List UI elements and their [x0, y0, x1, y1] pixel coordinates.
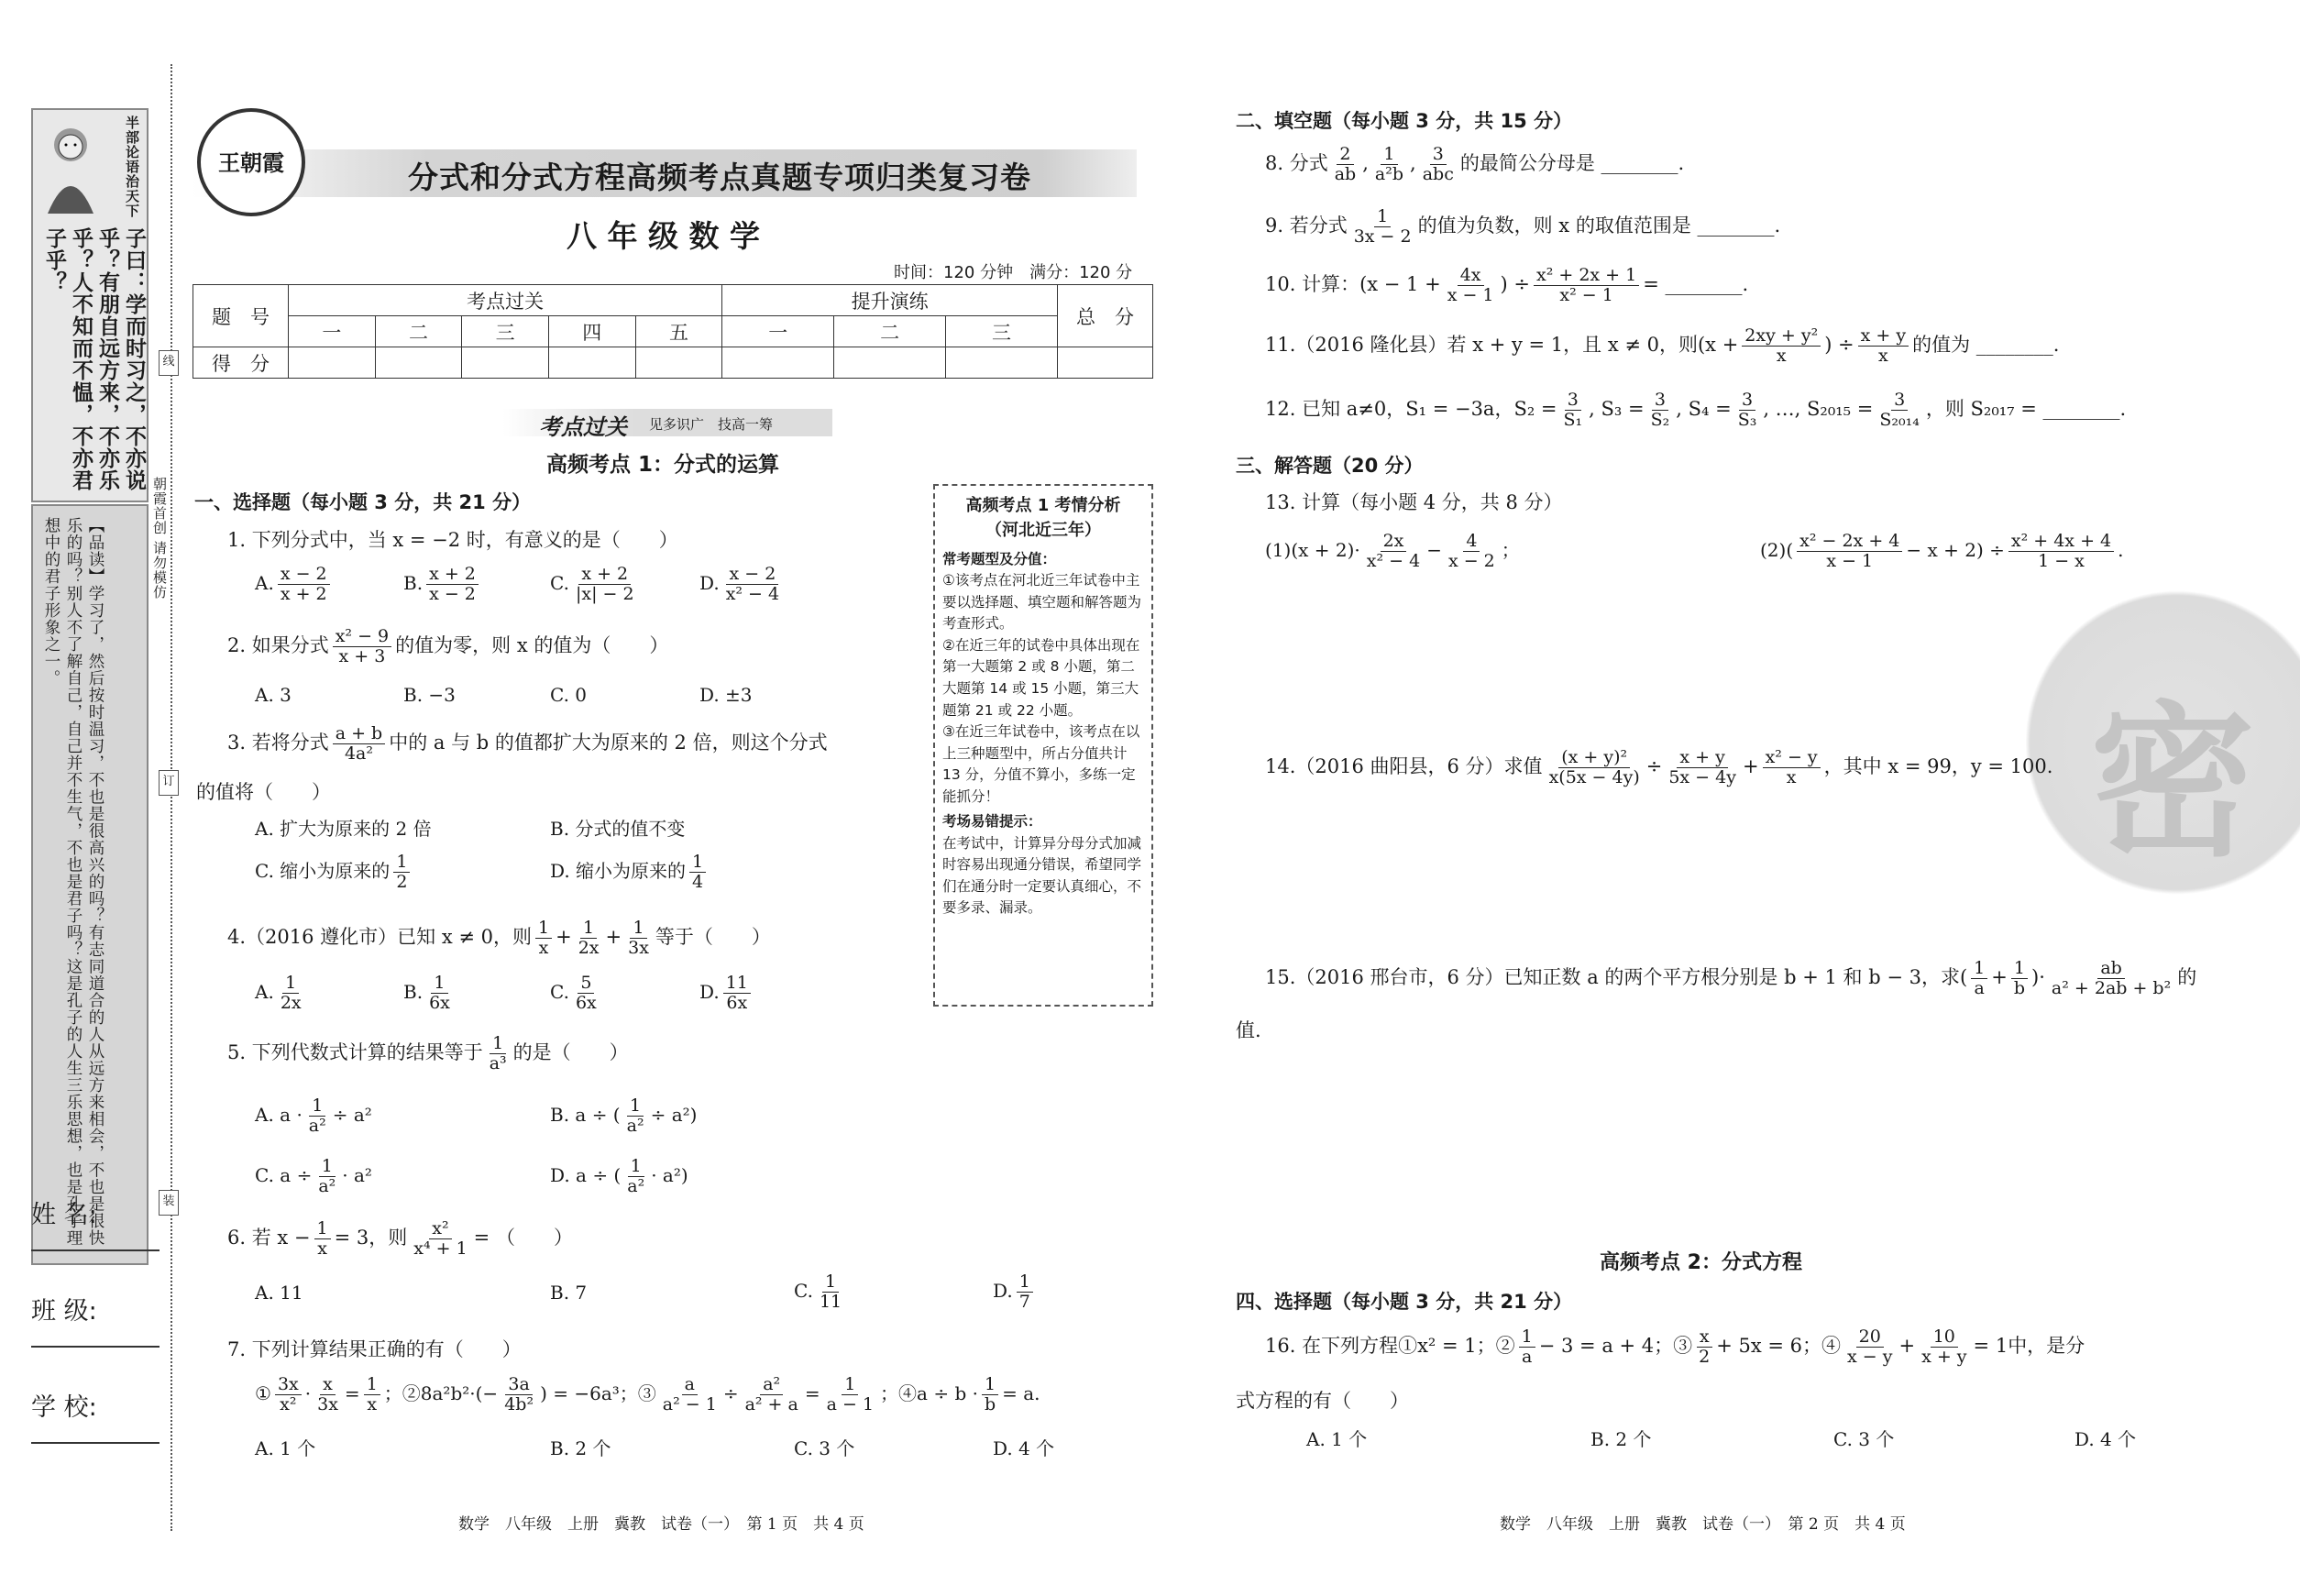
score-cell[interactable] [635, 347, 722, 379]
group-tisheng: 提升演练 [722, 285, 1058, 316]
total-cell[interactable] [1058, 347, 1153, 379]
confucius-figure [39, 117, 103, 218]
q7-expr: ① $\frac{3x}{\text{x²}}$ · $\frac{x}{3x}$ = $\frac{1}{x}$ ；②8a²b²·(− $\frac{3a}{\text{4b²}}$ ) = −6a³；③ $\frac{a}{\text{a² − 1}}$ ÷ $\frac{\text{a²}}{\text{a² + a}}$ = $\frac{1}{a - 1}$ ；④a ÷ b · $\frac{1}{b}$ = a. [255, 1374, 1040, 1414]
name-field[interactable]: 姓 名: [31, 1194, 160, 1230]
side-note: 朝霞首创 请勿模仿 [151, 477, 168, 600]
q7: 7. 下列计算结果正确的有（ ） [227, 1338, 522, 1360]
quote-panel [31, 108, 149, 502]
s1-title: 一、选择题（每小题 3 分，共 21 分） [194, 491, 532, 513]
q8: 8. 分式 $\frac{2}{ab}$ , $\frac{1}{\text{a²b}}$ , $\frac{3}{\text{abc}}$ 的最简公分母是 ________. [1265, 144, 1685, 184]
footer-right: 数学 八年级 上册 冀教 试卷（一） 第 2 页 共 4 页 [1500, 1515, 1906, 1534]
col-g1-1: 一 [289, 316, 376, 347]
s2-title: 二、填空题（每小题 3 分，共 15 分） [1236, 110, 1573, 132]
score-cell[interactable] [722, 347, 834, 379]
q13-part2: (2)( $\frac{\text{x² − 2x + 4}}{x - 1}$ − x + 2) ÷ $\frac{\text{x² + 4x + 4}}{1 - x}$ . [1760, 531, 2124, 571]
confucius-quote: 子曰：学而时习之，不亦说乎？有朋自远方来，不亦乐乎？人不知而不愠，不亦君子乎？ [42, 227, 146, 491]
q4: 4.（2016 遵化市）已知 x ≠ 0，则 $\frac{1}{x}$ + $\frac{1}{2x}$ + $\frac{1}{3x}$ 等于（ ） [227, 918, 771, 958]
q3-options: A. 扩大为原来的 2 倍 B. 分式的值不变 C. 缩小为原来的 $\frac{1}{2}$ D. 缩小为原来的 $\frac{1}{4}$ [255, 814, 915, 915]
watermark-seal: 密 [2026, 550, 2300, 935]
q13: 13. 计算（每小题 4 分，共 8 分） [1265, 491, 1563, 513]
sidebar [31, 108, 149, 1502]
class-field[interactable]: 班 级: [31, 1291, 160, 1326]
score-cell[interactable] [462, 347, 549, 379]
q5-options: A. a · $\frac{1}{\text{a²}}$ ÷ a² B. a ÷ ( $\frac{1}{\text{a²}}$ ÷ a²) C. a ÷ $\frac{1}{\text{a²}}$ · a² D. a ÷ ( $\frac{1}{\text{a²}}$ · a²) [255, 1095, 698, 1196]
binding-tab-bind: 装 [159, 1190, 179, 1216]
school-field[interactable]: 学 校: [31, 1387, 160, 1423]
footer-left: 数学 八年级 上册 冀教 试卷（一） 第 1 页 共 4 页 [458, 1515, 864, 1534]
binding-tab-line: 线 [159, 350, 179, 376]
score-cell[interactable] [289, 347, 376, 379]
q12: 12. 已知 a≠0，S₁ = −3a，S₂ = $\frac{3}{\text{S₁}}$ , S₃ = $\frac{3}{\text{S₂}}$ , S₄ = $\frac{3}{\text{S₃}}$ , …, S₂₀₁₅ = $\frac{3}{\text{S₂₀₁₄}}$ ，则 S₂₀₁₇ = ________. [1265, 390, 2127, 430]
kp2-title: 高频考点 2：分式方程 [1600, 1251, 1802, 1274]
s3-title: 三、解答题（20 分） [1236, 455, 1424, 477]
score-cell[interactable] [834, 347, 946, 379]
brand-logo: 王朝霞 [197, 108, 305, 216]
row-label: 得 分 [193, 347, 289, 379]
q5: 5. 下列代数式计算的结果等于 $\frac{1}{\text{a³}}$ 的是（ ） [227, 1033, 629, 1073]
score-cell[interactable] [375, 347, 462, 379]
col-g1-3: 三 [462, 316, 549, 347]
col-g2-1: 一 [722, 316, 834, 347]
group-kaodian: 考点过关 [289, 285, 722, 316]
col-label: 题 号 [193, 285, 289, 347]
col-g2-3: 三 [946, 316, 1058, 347]
reading-panel [31, 504, 149, 1265]
kp1-title: 高频考点 1：分式的运算 [546, 453, 780, 477]
q13-part1: (1)(x + 2)· $\frac{2x}{\text{x² − 4}}$ − $\frac{4}{x - 2}$ ； [1265, 531, 1520, 571]
motto-top: 半部论语治天下 [124, 116, 140, 218]
q10: 10. 计算：(x − 1 + $\frac{4x}{x - 1}$ ) ÷ $\frac{\text{x² + 2x + 1}}{\text{x² − 1}}$ = ________. [1265, 265, 1749, 305]
score-cell[interactable] [946, 347, 1058, 379]
time-score: 时间：120 分钟 满分：120 分 [894, 263, 1133, 282]
subject-title: 八 年 级 数 学 [567, 218, 760, 254]
q3-cont: 的值将（ ） [196, 781, 331, 803]
section-banner: 考点过关 见多识广 技高一筹 [502, 409, 832, 436]
col-g1-5: 五 [635, 316, 722, 347]
total-label: 总 分 [1058, 285, 1153, 347]
q3: 3. 若将分式 $\frac{a + b}{\text{4a²}}$ 中的 a 与 b 的值都扩大为原来的 2 倍，则这个分式 [227, 723, 828, 764]
binding-line [171, 64, 172, 1531]
col-g2-2: 二 [834, 316, 946, 347]
reading-text: 【品读】学习了，然后按时温习，不也是很高兴的吗？有志同道合的人从远方来相会，不也是很快乐的吗？别人不了解自己，自己并不生气，不也是君子吗？这是孔子的人生三乐思想，也是孔子理想中的君子形象之一。 [42, 517, 105, 1247]
q6: 6. 若 x − $\frac{1}{x}$ = 3，则 $\frac{\text{x²}}{\text{x⁴ + 1}}$ = （ ） [227, 1218, 573, 1259]
analysis-box: 高频考点 1 考情分析 （河北近三年） 常考题型及分值： ①该考点在河北近三年试卷中主要以选择题、填空题和解答题为考查形式。 ②在近三年的试卷中具体出现在第一大题第 2 或 8 小题，第二大题第 14 或 15 小题，第三大题第 21 或 22 小题。 ③在近三年试卷中，该考点在以上三种题型中，所占分值共计 13 分，分值不算小，多练一定能抓分！ 考场易错提示： 在考试中，计算异分母分式加减时容易出现通分错误，希望同学们在通分时一定要认真细心，不要多录、漏录。 [933, 484, 1153, 1007]
q2: 2. 如果分式 $\frac{\text{x² − 9}}{x + 3}$ 的值为零，则 x 的值为（ ） [227, 626, 669, 666]
paper-title: 分式和分式方程高频考点真题专项归类复习卷 [408, 160, 1031, 195]
score-cell[interactable] [548, 347, 635, 379]
q16-cont: 式方程的有（ ） [1236, 1390, 1409, 1412]
q16: 16. 在下列方程①x² = 1；② $\frac{1}{a}$ − 3 = a + 4；③ $\frac{x}{2}$ + 5x = 6；④ $\frac{20}{x - y}$ + $\frac{10}{x + y}$ = 1中，是分 [1265, 1326, 2085, 1367]
q15-cont: 值. [1236, 1019, 1261, 1041]
q9: 9. 若分式 $\frac{1}{3x - 2}$ 的值为负数，则 x 的取值范围是 ________. [1265, 206, 1781, 247]
s4-title: 四、选择题（每小题 3 分，共 21 分） [1236, 1291, 1573, 1313]
q14: 14.（2016 曲阳县，6 分）求值 $\frac{\text{(x + y)²}}{x(5x - 4y)}$ ÷ $\frac{x + y}{5x - 4y}$ + $\frac{\text{x² − y}}{x}$ ，其中 x = 99，y = 100. [1265, 747, 2053, 787]
binding-tab-order: 订 [159, 770, 179, 796]
q15: 15.（2016 邢台市，6 分）已知正数 a 的两个平方根分别是 b + 1 和 b − 3，求( $\frac{1}{a}$ + $\frac{1}{b}$ )· $\frac{ab}{\text{a² + 2ab + b²}}$ 的 [1265, 958, 2197, 998]
q1: 1. 下列分式中，当 x = −2 时，有意义的是（ ） [227, 529, 678, 551]
col-g1-2: 二 [375, 316, 462, 347]
q11: 11.（2016 隆化县）若 x + y = 1，且 x ≠ 0，则(x + $\frac{\text{2xy + y²}}{x}$ ) ÷ $\frac{x + y}{x}$ 的值为 ________. [1265, 325, 2060, 366]
col-g1-4: 四 [548, 316, 635, 347]
score-table [193, 284, 1153, 379]
